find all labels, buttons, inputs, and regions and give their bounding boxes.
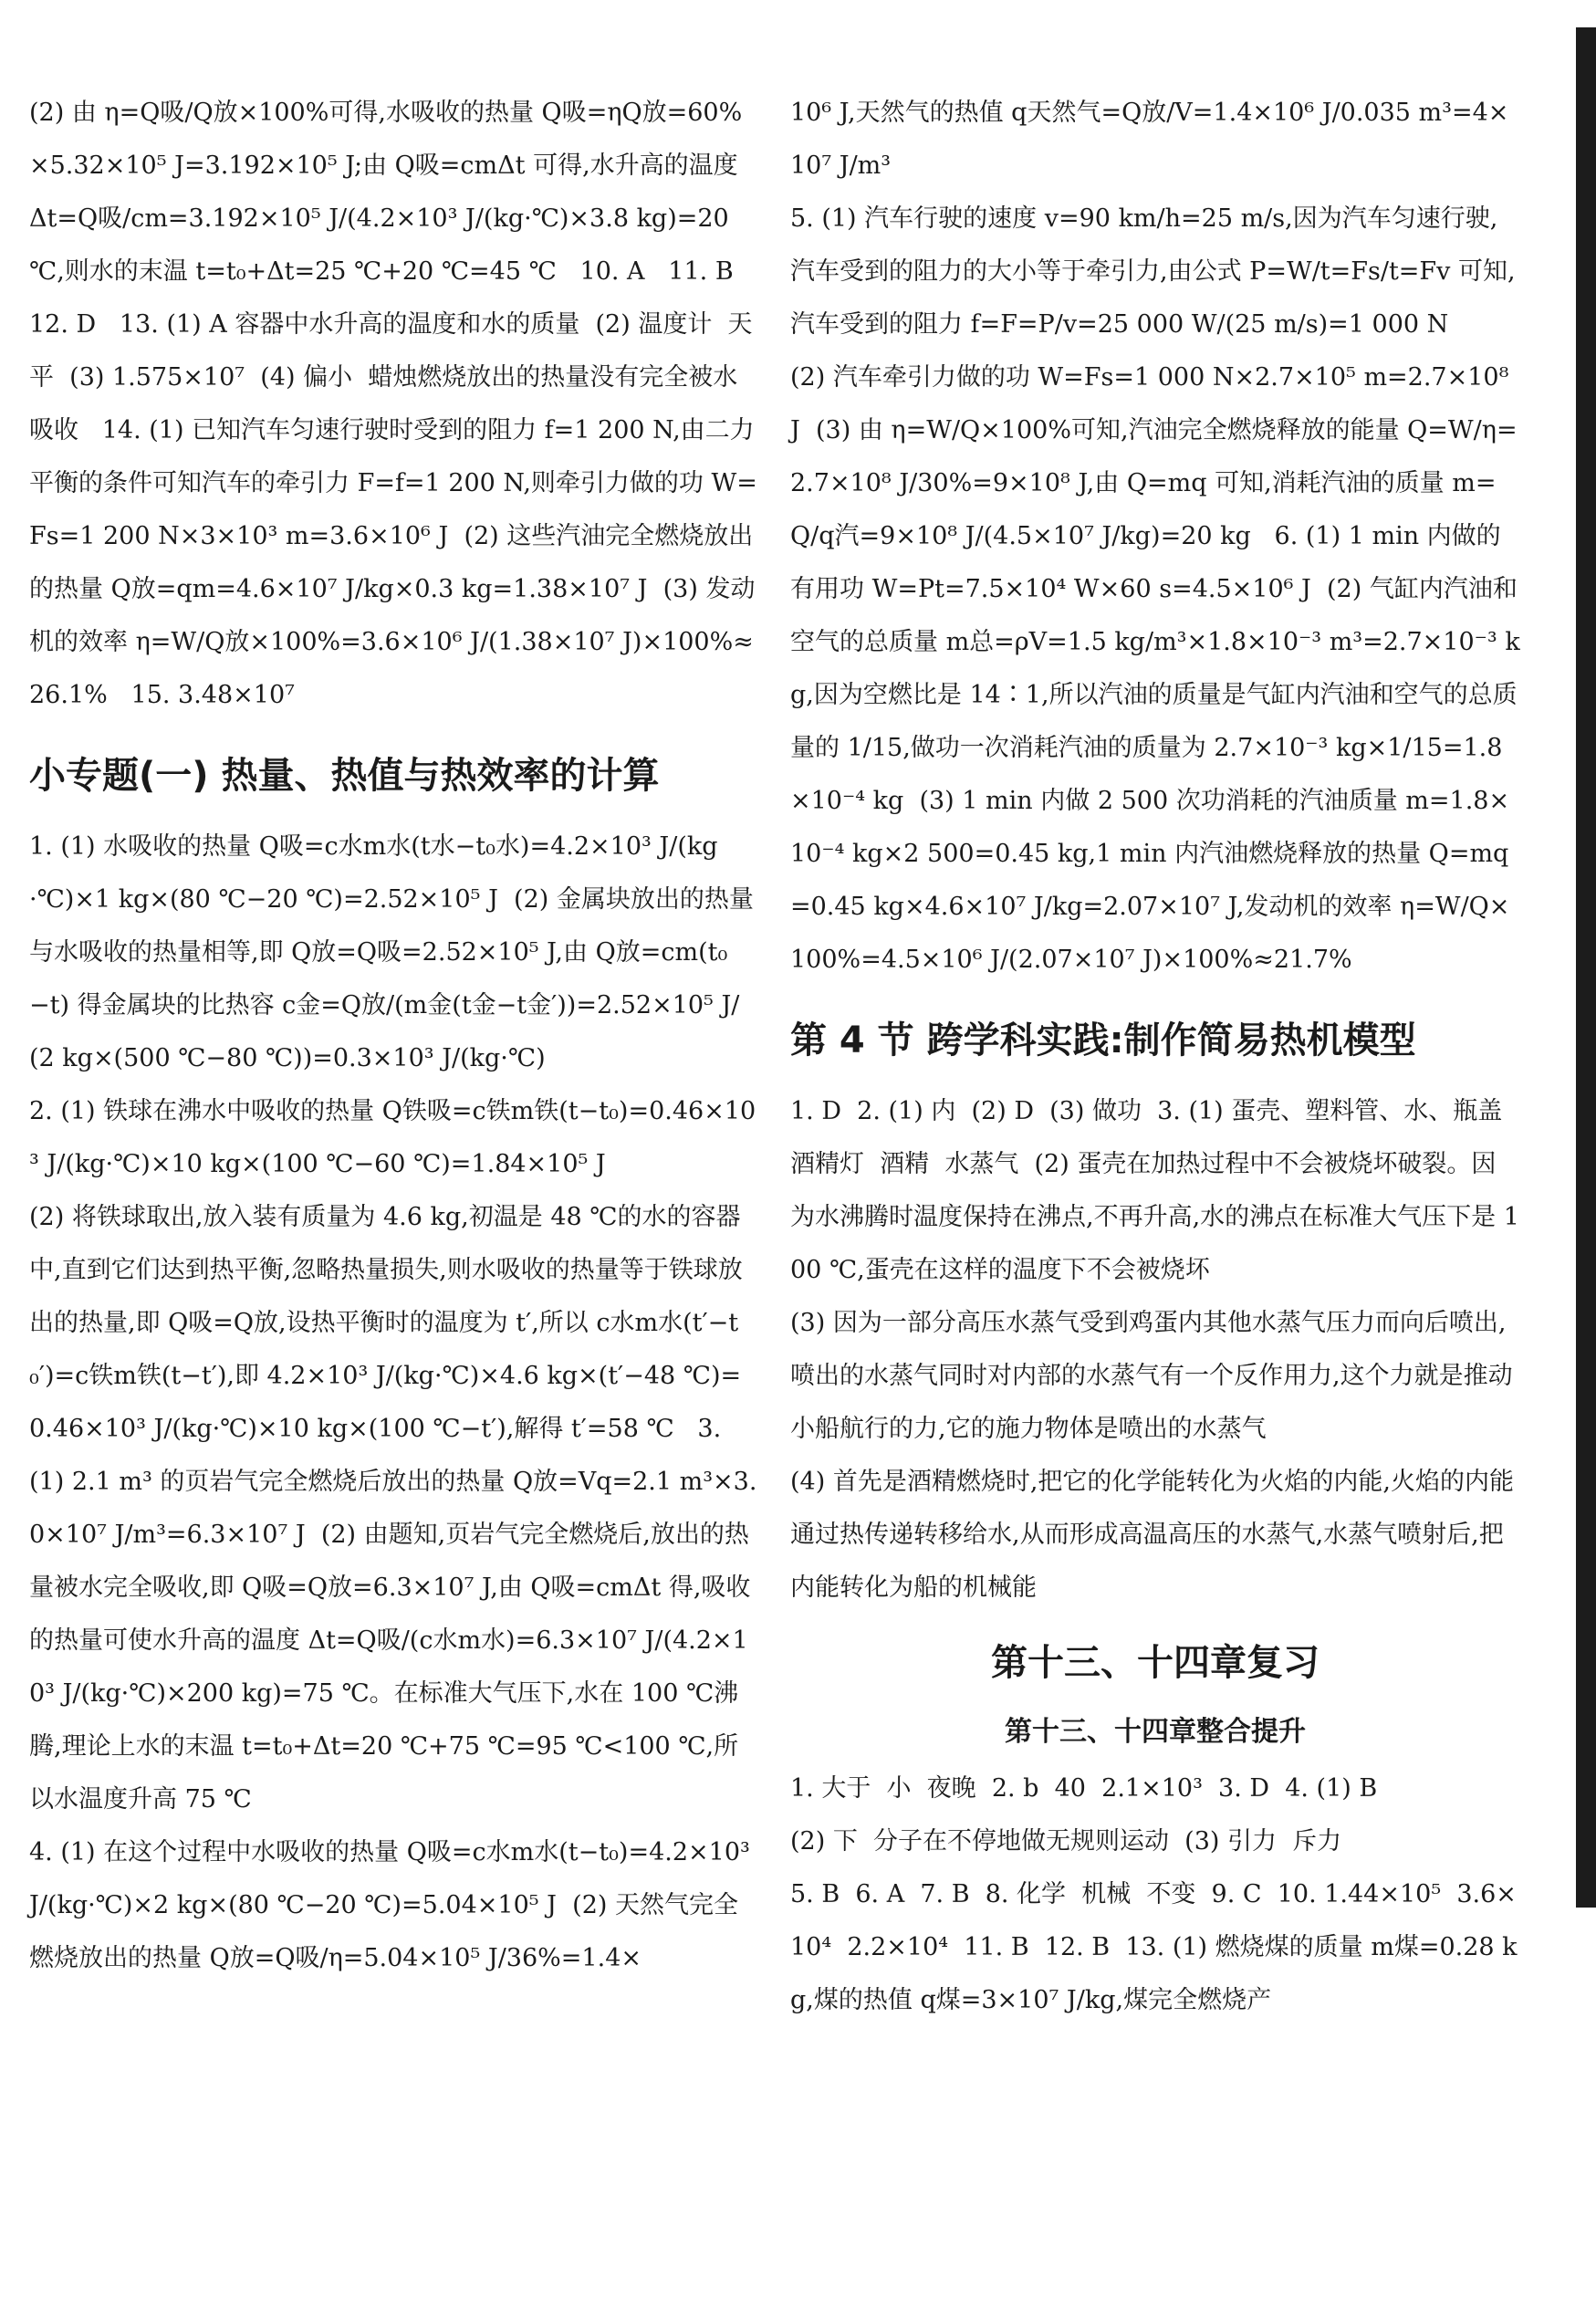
right-answer-block-2: 1. D 2. (1) 内 (2) D (3) 做功 3. (1) 蛋壳、塑料管、水、瓶盖酒精灯 酒精 水蒸气 (2) 蛋壳在加热过程中不会被烧坏破裂。因为水沸腾时温度保持在沸点,不再升高,水的沸点在标准大气压下是 100 ℃,蛋壳在这样的温度下不会被烧坏 (3) 因为一部分高压水蒸气受到鸡蛋内其他水蒸气压力而向后喷出,喷出的水蒸气同时对内部的水蒸气有一个反作用力,这个力就是推动小船航行的力,它的施力物体是喷出的水蒸气 (4) 首先是酒精燃烧时,把它的化学能转化为火焰的内能,火焰的内能通过热传递转移给水,从而形成高温高压的水蒸气,水蒸气喷射后,把内能转化为船的机械能 <box>790 1097 1519 1602</box>
right-section-title: 第 4 节 跨学科实践:制作简易热机模型 <box>790 1019 1416 1061</box>
left-section-title: 小专题(一) 热量、热值与热效率的计算 <box>29 755 660 797</box>
left-answer-block-1: (2) 由 η=Q吸/Q放×100%可得,水吸收的热量 Q吸=ηQ放=60%×5.32×10⁵ J=3.192×10⁵ J;由 Q吸=cmΔt 可得,水升高的温度 Δt=Q吸/cm=3.192×10⁵ J/(4.2×10³ J/(kg·℃)×3.8 kg)=20 ℃,则水的末温 t=t₀+Δt=25 ℃+20 ℃=45 ℃ 10. A 11. B 12. D 13. (1) A 容器中水升高的温度和水的质量 (2) 温度计 天平 (3) 1.575×10⁷ (4) 偏小 蜡烛燃烧放出的热量没有完全被水吸收 14. (1) 已知汽车匀速行驶时受到的阻力 f=1 200 N,由二力平衡的条件可知汽车的牵引力 F=f=1 200 N,则牵引力做的功 W=Fs=1 200 N×3×10³ m=3.6×10⁶ J (2) 这些汽油完全燃烧放出的热量 Q放=qm=4.6×10⁷ J/kg×0.3 kg=1.38×10⁷ J (3) 发动机的效率 η=W/Q放×100%=3.6×10⁶ J/(1.38×10⁷ J)×100%≈26.1% 15. 3.48×10⁷ <box>29 99 757 709</box>
chapter-review-title: 第十三、十四章复习 <box>991 1642 1320 1684</box>
left-answer-block-2: 1. (1) 水吸收的热量 Q吸=c水m水(t水−t₀水)=4.2×10³ J/(kg·℃)×1 kg×(80 ℃−20 ℃)=2.52×10⁵ J (2) 金属块放出的热量与水吸收的热量相等,即 Q放=Q吸=2.52×10⁵ J,由 Q放=cm(t₀−t) 得金属块的比热容 c金=Q放/(m金(t金−t金′))=2.52×10⁵ J/(2 kg×(500 ℃−80 ℃))=0.3×10³ J/(kg·℃) 2. (1) 铁球在沸水中吸收的热量 Q铁吸=c铁m铁(t−t₀)=0.46×10³ J/(kg·℃)×10 kg×(100 ℃−60 ℃)=1.84×10⁵ J (2) 将铁球取出,放入装有质量为 4.6 kg,初温是 48 ℃的水的容器中,直到它们达到热平衡,忽略热量损失,则水吸收的热量等于铁球放出的热量,即 Q吸=Q放,设热平衡时的温度为 t′,所以 c水m水(t′−t₀′)=c铁m铁(t−t′),即 4.2×10³ J/(kg·℃)×4.6 kg×(t′−48 ℃)=0.46×10³ J/(kg·℃)×10 kg×(100 ℃−t′),解得 t′=58 ℃ 3. (1) 2.1 m³ 的页岩气完全燃烧后放出的热量 Q放=Vq=2.1 m³×3.0×10⁷ J/m³=6.3×10⁷ J (2) 由题知,页岩气完全燃烧后,放出的热量被水完全吸收,即 Q吸=Q放=6.3×10⁷ J,由 Q吸=cmΔt 得,吸收的热量可使水升高的温度 Δt=Q吸/(c水m水)=6.3×10⁷ J/(4.2×10³ J/(kg·℃)×200 kg)=75 ℃。在标准大气压下,水在 100 ℃沸腾,理论上水的末温 t=t₀+Δt=20 ℃+75 ℃=95 ℃<100 ℃,所以水温度升高 75 ℃ 4. (1) 在这个过程中水吸收的热量 Q吸=c水m水(t−t₀)=4.2×10³ J/(kg·℃)×2 kg×(80 ℃−20 ℃)=5.04×10⁵ J (2) 天然气完全燃烧放出的热量 Q放=Q吸/η=5.04×10⁵ J/36%=1.4× <box>29 832 757 1972</box>
right-answer-block-1: 10⁶ J,天然气的热值 q天然气=Q放/V=1.4×10⁶ J/0.035 m³=4×10⁷ J/m³ 5. (1) 汽车行驶的速度 v=90 km/h=25 m/s,因为汽车匀速行驶,汽车受到的阻力的大小等于牵引力,由公式 P=W/t=Fs/t=Fv 可知,汽车受到的阻力 f=F=P/v=25 000 W/(25 m/s)=1 000 N (2) 汽车牵引力做的功 W=Fs=1 000 N×2.7×10⁵ m=2.7×10⁸ J (3) 由 η=W/Q×100%可知,汽油完全燃烧释放的能量 Q=W/η=2.7×10⁸ J/30%=9×10⁸ J,由 Q=mq 可知,消耗汽油的质量 m=Q/q汽=9×10⁸ J/(4.5×10⁷ J/kg)=20 kg 6. (1) 1 min 内做的有用功 W=Pt=7.5×10⁴ W×60 s=4.5×10⁶ J (2) 气缸内汽油和空气的总质量 m总=ρV=1.5 kg/m³×1.8×10⁻³ m³=2.7×10⁻³ kg,因为空燃比是 14∶1,所以汽油的质量是气缸内汽油和空气的总质量的 1/15,做功一次消耗汽油的质量为 2.7×10⁻³ kg×1/15=1.8×10⁻⁴ kg (3) 1 min 内做 2 500 次功消耗的汽油质量 m=1.8×10⁻⁴ kg×2 500=0.45 kg,1 min 内汽油燃烧释放的热量 Q=mq=0.45 kg×4.6×10⁷ J/kg=2.07×10⁷ J,发动机的效率 η=W/Q×100%=4.5×10⁶ J/(2.07×10⁷ J)×100%≈21.7% <box>790 99 1520 974</box>
chapter-review-subtitle: 第十三、十四章整合提升 <box>1005 1716 1306 1748</box>
left-column <box>29 87 759 1985</box>
right-answer-block-3: 1. 大于 小 夜晚 2. b 40 2.1×10³ 3. D 4. (1) B (2) 下 分子在不停地做无规则运动 (3) 引力 斥力 5. B 6. A 7. B 8. 化学 机械 不变 9. C 10. 1.44×10⁵ 3.6×10⁴ 2.2×10⁴ 11. B 12. B 13. (1) 燃烧煤的质量 m煤=0.28 kg,煤的热值 q煤=3×10⁷ J/kg,煤完全燃烧产 <box>790 1774 1518 2014</box>
right-column <box>790 87 1520 2027</box>
page-edge-bar <box>1576 27 1596 1908</box>
